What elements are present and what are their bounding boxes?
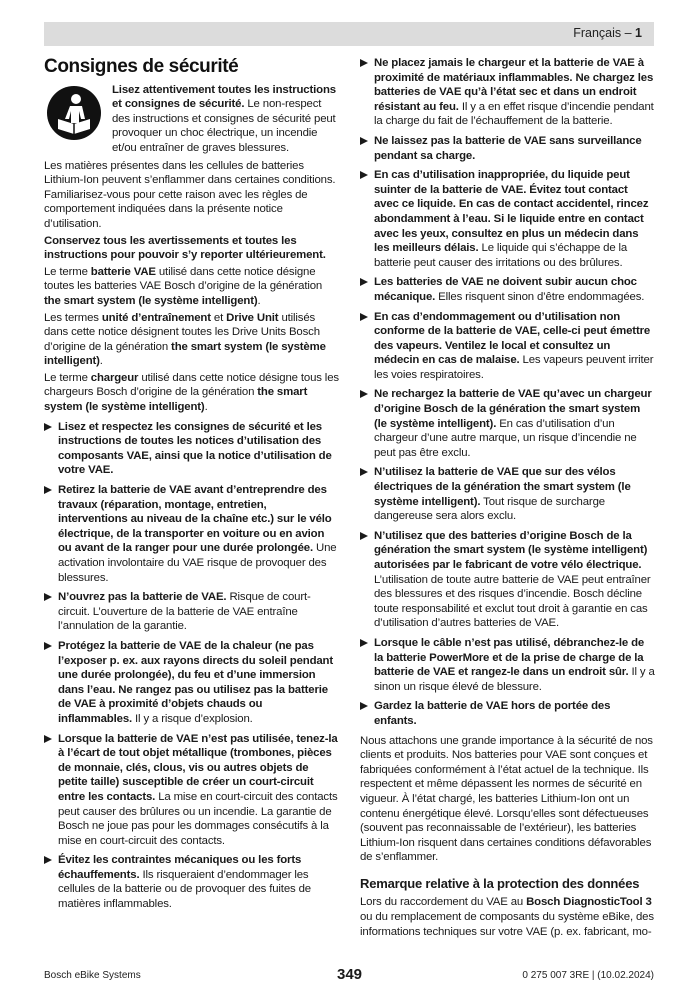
bullet-rest: Il y a en effet risque d’incendie pendant la charge du fait de l’échauffement de la batterie. xyxy=(374,100,654,128)
text: utilisé dans cette notice désigne tous les chargeurs Bosch d’origine de la génération xyxy=(44,371,339,399)
bullet-bold: Ne placez jamais le chargeur et la batterie de VAE à proximité de matériaux inflammables. Ne chargez les batteries de VAE qu’à l’état sec et dans un endroit résistant au feu. xyxy=(374,57,654,113)
text: utilisés dans cette notice désignent toutes les Drive Units Bosch d’origine de la génération xyxy=(44,311,320,353)
list-item xyxy=(360,56,655,129)
bullet-triangle-icon xyxy=(44,642,52,650)
header-separator: – xyxy=(621,26,636,40)
bullet-bold: N’utilisez que des batteries d’origine Bosch de la génération the smart system (le système intelligent) autorisées par le fabricant de votre vélo électrique. xyxy=(374,529,648,571)
list-item xyxy=(44,639,339,727)
text: Lors du raccordement du VAE au xyxy=(360,896,527,909)
bullet-triangle-icon xyxy=(360,171,368,179)
header-bar xyxy=(44,22,654,46)
read-manual-warning-icon xyxy=(46,85,102,141)
text: utilisé dans cette notice désigne toutes les batteries VAE Bosch d’origine de la génération xyxy=(44,265,323,293)
bullet-bold: Lisez et respectez les consignes de sécurité et les instructions de toutes les notices d’utilisation des composants VAE, ainsi que la notice d’utilisation de votre VAE. xyxy=(58,420,332,477)
bullet-triangle-icon xyxy=(360,278,368,286)
term: chargeur xyxy=(90,371,139,384)
term: the smart system (le système intelligent) xyxy=(44,340,326,368)
bullet-triangle-icon xyxy=(360,468,368,476)
bullet-rest: Elles risquent sinon d’être endommagées. xyxy=(435,290,645,303)
list-item xyxy=(360,275,655,304)
bullet-rest: Il y a sinon un risque élevé de blessure. xyxy=(374,666,655,693)
paragraph-term-drive-unit xyxy=(44,311,339,369)
intro-text xyxy=(112,83,339,156)
term: Drive Unit xyxy=(226,311,279,324)
bullet-triangle-icon xyxy=(44,486,52,494)
list-item xyxy=(44,420,339,478)
bullet-rest: En cas d’utilisation d’un chargeur d’une autre marque, un risque d’incendie ne peut pas être exclu. xyxy=(374,417,637,459)
list-item xyxy=(360,387,655,460)
bullet-bold: Les batteries de VAE ne doivent subir aucun choc mécanique. xyxy=(374,276,637,303)
bullet-triangle-icon xyxy=(44,593,52,601)
bullet-triangle-icon xyxy=(360,390,368,398)
bullet-bold: Protégez la batterie de VAE de la chaleur (ne pas l’exposer p. ex. aux rayons directs du soleil pendant une durée prolongée), du feu et d’une immersion dans l’eau. Ne rangez pas ou utilisez pas la batterie de VAE à proximité d’objets chauds ou inflammables. xyxy=(58,639,334,725)
bullet-rest: Il y a risque d’explosion. xyxy=(132,712,253,725)
keep-instructions-bold: Conservez tous les avertissements et toutes les instructions pour pouvoir s’y reporter ultérieurement. xyxy=(44,234,326,262)
bullet-bold: N’utilisez la batterie de VAE que sur des vélos électriques de la génération the smart system (le système intelligent). xyxy=(374,466,631,508)
bullet-triangle-icon xyxy=(360,137,368,145)
list-item xyxy=(360,168,655,270)
list-item xyxy=(360,134,655,163)
bullet-bold: Lorsque le câble n’est pas utilisé, débranchez-le de la batterie PowerMore et de la prise de charge de la batterie de VAE et rangez-le dans un endroit sûr. xyxy=(374,636,645,679)
bullet-rest: Risque de court-circuit. L’ouverture de la batterie de VAE entraîne l’annulation de la garantie. xyxy=(58,591,311,633)
text: . xyxy=(204,401,208,414)
text: Le terme xyxy=(44,371,91,384)
list-item xyxy=(360,310,655,383)
bullet-bold: Gardez la batterie de VAE hors de portée des enfants. xyxy=(374,700,611,727)
bullet-rest: La mise en court-circuit des contacts peut causer des brûlures ou un incendie. La garantie de Bosch ne joue pas pour les dommages consécutifs à la mise en court-circuit des contacts. xyxy=(58,790,338,847)
text: . xyxy=(99,355,103,368)
list-item xyxy=(360,529,655,631)
paragraph-term-charger xyxy=(44,371,339,415)
bullet-triangle-icon xyxy=(360,59,368,67)
bullet-triangle-icon xyxy=(360,639,368,647)
term: batterie VAE xyxy=(90,265,156,278)
bullet-bold: En cas d’utilisation inappropriée, du liquide peut suinter de la batterie de VAE. Évitez tout contact avec ce liquide. En cas de contact accidentel, rincez abondamment à l’eau. Si le liquide entre en contact avec les yeux, consultez en plus un médecin dans les meilleurs délais. xyxy=(374,169,649,255)
bullet-rest: Les vapeurs peuvent irriter les voies respiratoires. xyxy=(374,354,654,381)
bullet-bold: Ne rechargez la batterie de VAE qu’avec un chargeur d’origine Bosch de la génération the smart system (le système intelligent). xyxy=(374,388,652,430)
bullet-rest: Une activation involontaire du VAE risque de provoquer des blessures. xyxy=(58,542,337,584)
bullet-bold: Retirez la batterie de VAE avant d’entreprendre des travaux (réparation, montage, entretien, interventions au niveau de la chaîne etc.) sur le vélo électrique, de la transporter en voiture ou en avion ou avant de la ranger pour une durée prolongée. xyxy=(58,484,332,555)
paragraph-term-battery xyxy=(44,265,339,309)
bullet-triangle-icon xyxy=(44,423,52,431)
term: unité d’entraînement xyxy=(101,311,211,324)
term: Bosch DiagnosticTool 3 xyxy=(526,896,652,909)
intro-bold: Lisez attentivement toutes les instructions et consignes de sécurité. xyxy=(112,83,336,111)
footer-brand: Bosch eBike Systems xyxy=(44,970,141,981)
data-protection-heading: Remarque relative à la protection des données xyxy=(360,875,640,891)
bullet-rest: L’utilisation de toute autre batterie de VAE peut entraîner des blessures et des risques d’incendie. Bosch décline toute responsabilité et exclut tout droit à garantie en cas d’utilisation d’autres batteries de VAE. xyxy=(374,573,651,630)
text: . xyxy=(257,294,261,307)
bullet-triangle-icon xyxy=(360,702,368,710)
term: the smart system (le système intelligent) xyxy=(44,386,308,414)
bullet-bold: Lorsque la batterie de VAE n’est pas utilisée, tenez-la à l’écart de tout objet métallique (trombones, pièces de monnaie, clés, clous, vis ou autres objets de petite taille) susceptible de créer un court-circuit entre les contacts. xyxy=(58,732,338,803)
bullet-rest: Ils risqueraient d’endommager les cellules de la batterie ou de provoquer des fuites de matières inflammables. xyxy=(58,868,311,911)
intro-rest: Le non-respect des instructions et consignes de sécurité peut provoquer un choc électrique, un incendie et/ou entraîner de graves blessures. xyxy=(112,98,336,154)
text: et xyxy=(210,311,227,324)
bullet-rest: Tout risque de surcharge dangereuse sera alors exclu. xyxy=(374,495,605,523)
right-column xyxy=(360,56,655,941)
intro-block xyxy=(44,83,339,156)
header-language xyxy=(573,26,642,40)
list-item xyxy=(44,483,339,585)
bullet-triangle-icon xyxy=(44,856,52,864)
text: Le terme xyxy=(44,265,91,278)
bullet-bold: Évitez les contraintes mécaniques ou les forts échauffements. xyxy=(58,854,302,881)
bullet-triangle-icon xyxy=(360,532,368,540)
list-item xyxy=(44,590,339,634)
bullet-rest: Le liquide qui s’échappe de la batterie peut causer des irritations ou des brûlures. xyxy=(374,242,628,269)
page-title: Consignes de sécurité xyxy=(44,56,239,77)
list-item xyxy=(44,732,339,849)
footer-doc-id: 0 275 007 3RE | (10.02.2024) xyxy=(522,970,654,981)
header-language-label: Français xyxy=(573,26,622,40)
text: Les termes xyxy=(44,311,102,324)
list-item xyxy=(360,699,655,728)
bullet-bold: N’ouvrez pas la batterie de VAE. xyxy=(58,591,227,604)
list-item xyxy=(44,853,339,911)
bullet-bold: En cas d’endommagement ou d’utilisation non conforme de la batterie de VAE, celle-ci peut émettre des vapeurs. Ventilez le local et consultez un médecin en cas de malaise. xyxy=(374,310,651,367)
list-item xyxy=(360,636,655,694)
text: ou du remplacement de composants du système eBike, des informations techniques sur votre VAE (p. ex. fabricant, mo- xyxy=(360,911,654,938)
footer-page-number: 349 xyxy=(337,966,363,983)
header-page-number: 1 xyxy=(635,26,642,40)
bullet-triangle-icon xyxy=(360,313,368,321)
paragraph-lithium: Les matières présentes dans les cellules de batteries Lithium-Ion peuvent s’enflammer dans certaines conditions. Familiarisez-vous pour cette raison avec les règles de comportement indiquées dans la présente notice d’utilisation. xyxy=(44,159,336,230)
paragraph-data-protection xyxy=(360,895,655,939)
list-item xyxy=(360,465,655,523)
bullet-bold: Ne laissez pas la batterie de VAE sans surveillance pendant sa charge. xyxy=(374,134,642,162)
left-column xyxy=(44,56,339,917)
paragraph-quality: Nous attachons une grande importance à la sécurité de nos clients et produits. Nos batteries pour VAE sont conçues et fabriquées conformément à l’état actuel de la technique. Ils respectent et même dépassent les normes de sécurité en vigueur. À l’état chargé, les batteries Lithium-Ion ont un contenu énergétique élevé. Lorsqu’elles sont défectueuses (souvent pas reconnaissable de l’extérieur), les batteries Lithium-Ion risquent dans certaines conditions défavorables de s’enflammer. xyxy=(360,734,653,864)
term: the smart system (le système intelligent) xyxy=(44,294,258,307)
paragraph-keep-instructions xyxy=(44,234,339,263)
bullet-triangle-icon xyxy=(44,735,52,743)
